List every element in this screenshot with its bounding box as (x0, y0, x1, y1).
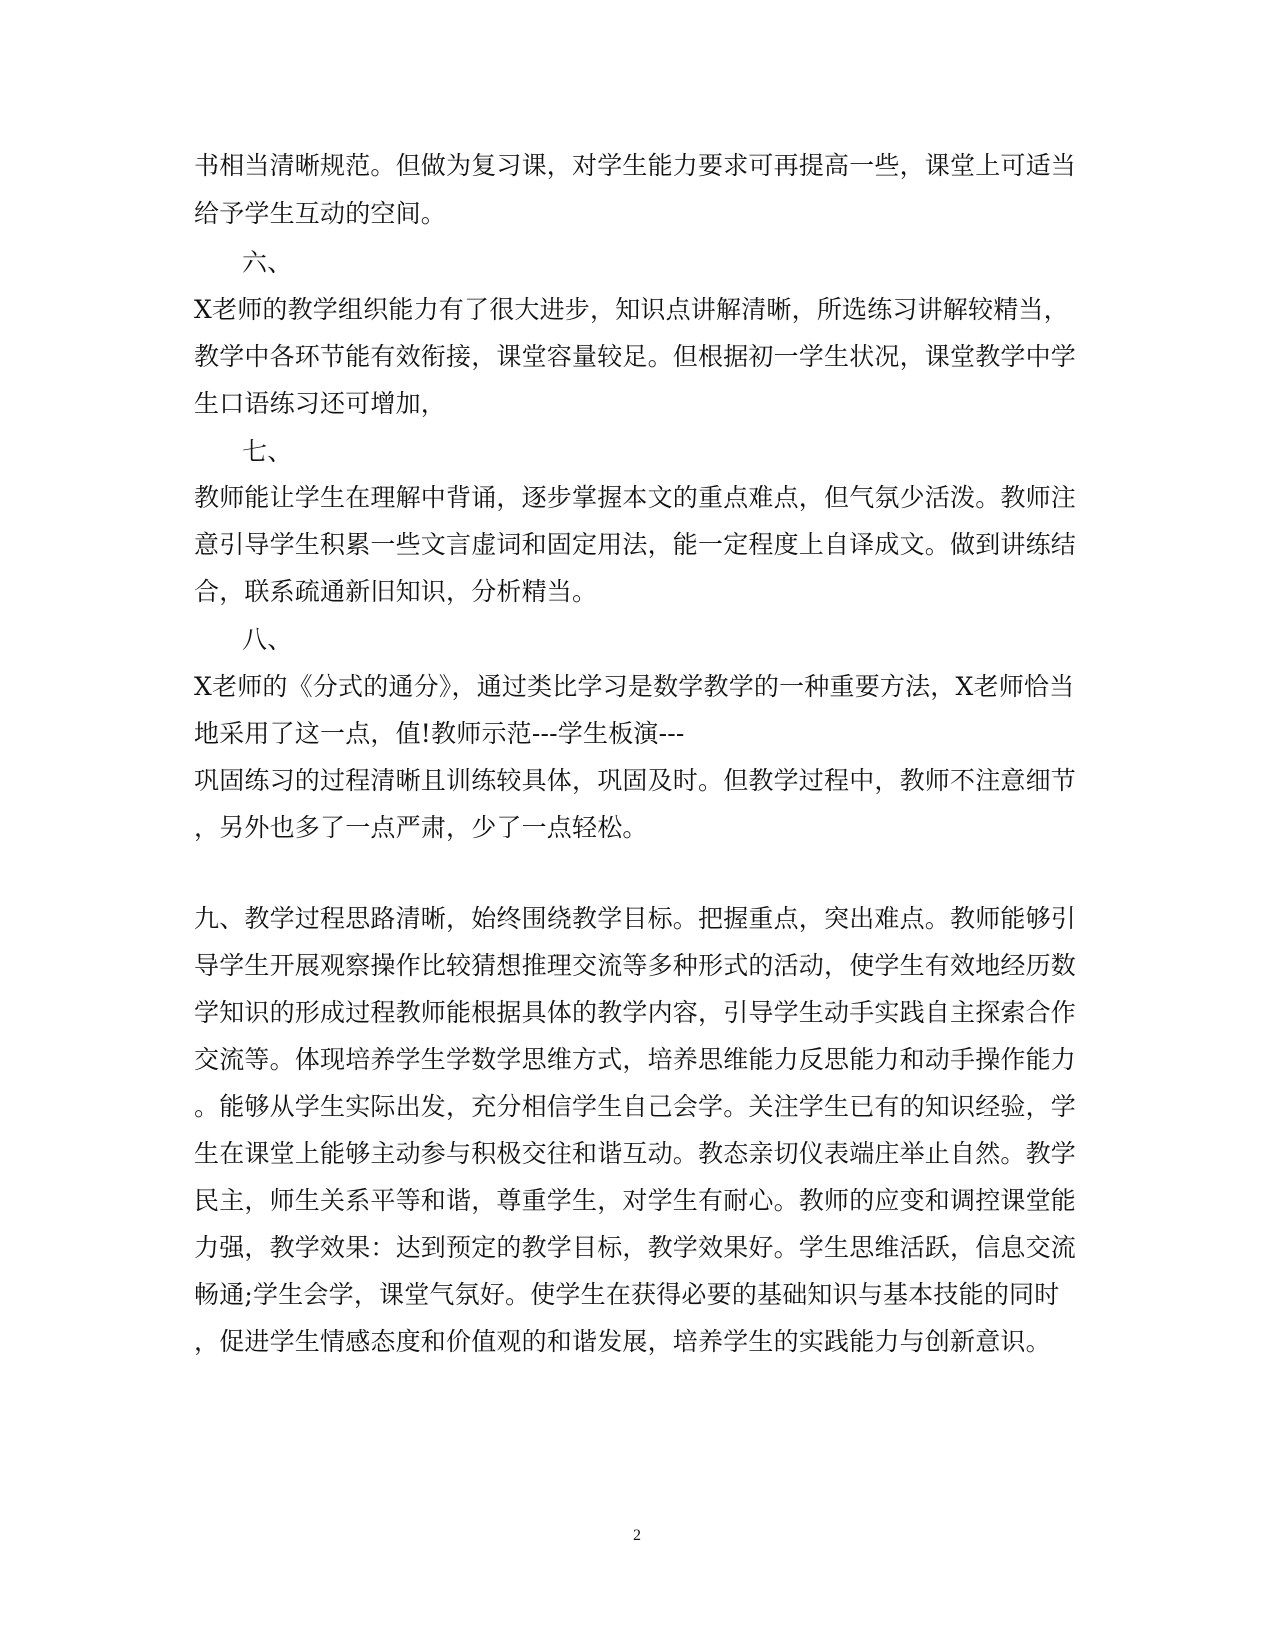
paragraph-line: 合，联系疏通新旧知识，分析精当。 (194, 577, 598, 606)
page-number: 2 (633, 1527, 641, 1544)
paragraph-line: 生口语练习还可增加， (194, 389, 447, 418)
paragraph-line: 畅通;学生会学，课堂气氛好。使学生在获得必要的基础知识与基本技能的同时 (194, 1280, 1060, 1309)
paragraph-line: 教学中各环节能有效衔接，课堂容量较足。但根据初一学生状况，课堂教学中学 (194, 342, 1077, 371)
paragraph-line: X老师的教学组织能力有了很大进步，知识点讲解清晰，所选练习讲解较精当， (194, 295, 1069, 324)
paragraph-line: 地采用了这一点，值!教师示范---学生板演--- (194, 719, 685, 748)
paragraph-line: 给予学生互动的空间。 (194, 199, 447, 228)
section-heading-6: 六、 (242, 248, 293, 277)
paragraph-line: 生在课堂上能够主动参与积极交往和谐互动。教态亲切仪表端庄举止自然。教学 (194, 1139, 1077, 1168)
paragraph-line: 意引导学生积累一些文言虚词和固定用法，能一定程度上自译成文。做到讲练结 (194, 530, 1077, 559)
paragraph-line: 学知识的形成过程教师能根据具体的教学内容，引导学生动手实践自主探索合作 (194, 998, 1077, 1027)
paragraph-line: 书相当清晰规范。但做为复习课，对学生能力要求可再提高一些，课堂上可适当 (194, 151, 1077, 180)
paragraph-line: ，另外也多了一点严肃，少了一点轻松。 (194, 813, 648, 842)
paragraph-line: 。能够从学生实际出发，充分相信学生自己会学。关注学生已有的知识经验，学 (194, 1092, 1077, 1121)
paragraph-line: 交流等。体现培养学生学数学思维方式，培养思维能力反思能力和动手操作能力 (194, 1045, 1077, 1074)
paragraph-line: 教师能让学生在理解中背诵，逐步掌握本文的重点难点，但气氛少活泼。教师注 (194, 483, 1077, 512)
section-heading-7: 七、 (242, 437, 293, 466)
section-heading-8: 八、 (242, 625, 293, 654)
paragraph-line: X老师的《分式的通分》，通过类比学习是数学教学的一种重要方法，X老师恰当 (194, 672, 1075, 701)
paragraph-line: 巩固练习的过程清晰且训练较具体，巩固及时。但教学过程中，教师不注意细节 (194, 766, 1077, 795)
paragraph-line: 力强，教学效果：达到预定的教学目标，教学效果好。学生思维活跃，信息交流 (194, 1233, 1077, 1262)
paragraph-line: 民主，师生关系平等和谐，尊重学生，对学生有耐心。教师的应变和调控课堂能 (194, 1186, 1077, 1215)
paragraph-line: 导学生开展观察操作比较猜想推理交流等多种形式的活动，使学生有效地经历数 (194, 951, 1077, 980)
paragraph-line: ，促进学生情感态度和价值观的和谐发展，培养学生的实践能力与创新意识。 (194, 1327, 1051, 1356)
section-paragraph-9-line: 九、教学过程思路清晰，始终围绕教学目标。把握重点，突出难点。教师能够引 (194, 904, 1077, 933)
